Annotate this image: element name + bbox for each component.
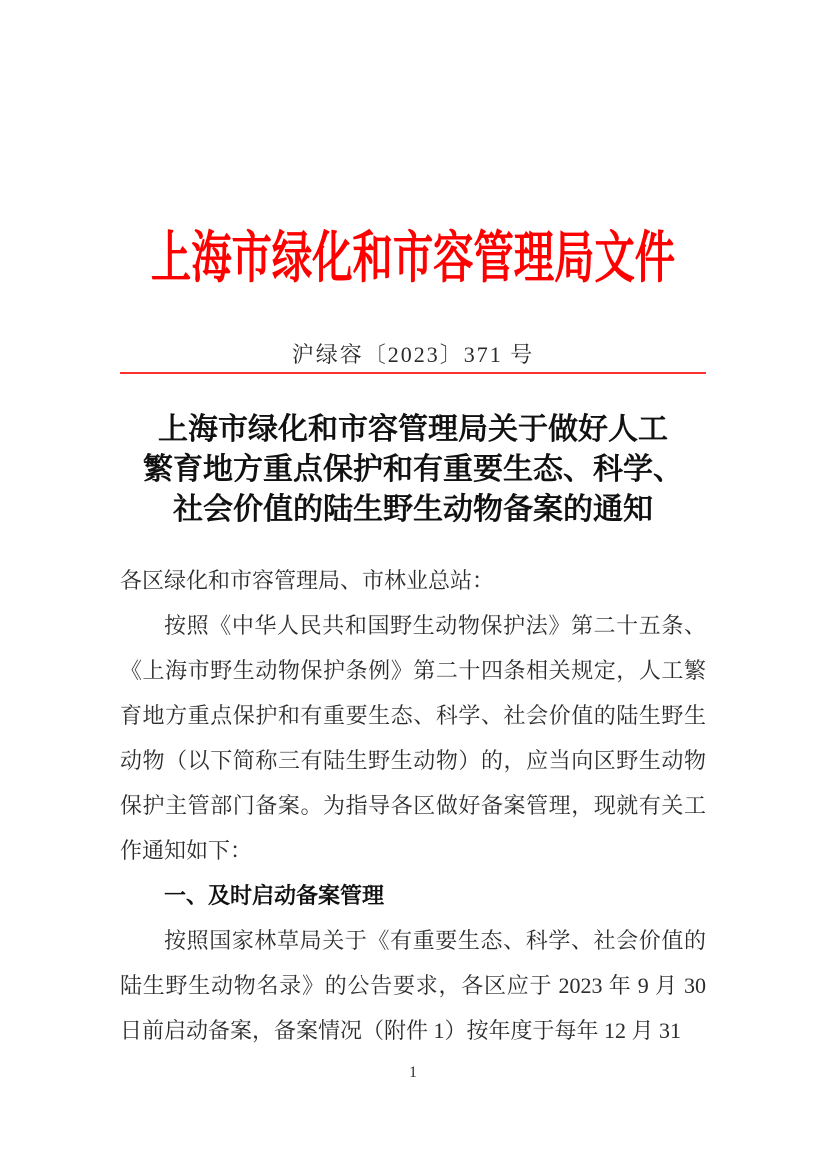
document-title-line-1: 上海市绿化和市容管理局关于做好人工 [158, 413, 668, 446]
section-1-heading: 一、及时启动备案管理 [164, 883, 385, 908]
salutation: 各区绿化和市容管理局、市林业总站： [120, 568, 495, 593]
body-paragraph-2: 按照国家林草局关于《有重要生态、科学、社会价值的陆生野生动物名录》的公告要求，各区应于 2023 年 9 月 30 日前启动备案，备案情况（附件 1）按年度于每年 12 月 31 [120, 928, 706, 1043]
letterhead-red-rule [120, 372, 706, 374]
page-number: 1 [409, 1064, 417, 1081]
letterhead-agency-title: 上海市绿化和市容管理局文件 [150, 228, 676, 290]
document-body [120, 558, 706, 1053]
letterhead-masthead [0, 226, 826, 292]
document-reference-number: 沪绿容〔2023〕371 号 [291, 342, 535, 367]
document-title-line-2: 繁育地方重点保护和有重要生态、科学、 [143, 453, 683, 486]
document-title [80, 410, 746, 530]
body-paragraph-1: 按照《中华人民共和国野生动物保护法》第二十五条、《上海市野生动物保护条例》第二十四条相关规定，人工繁育地方重点保护和有重要生态、科学、社会价值的陆生野生动物（以下简称三有陆生野生动物）的，应当向区野生动物保护主管部门备案。为指导各区做好备案管理，现就有关工作通知如下： [120, 613, 706, 863]
document-title-line-3: 社会价值的陆生野生动物备案的通知 [173, 493, 653, 526]
